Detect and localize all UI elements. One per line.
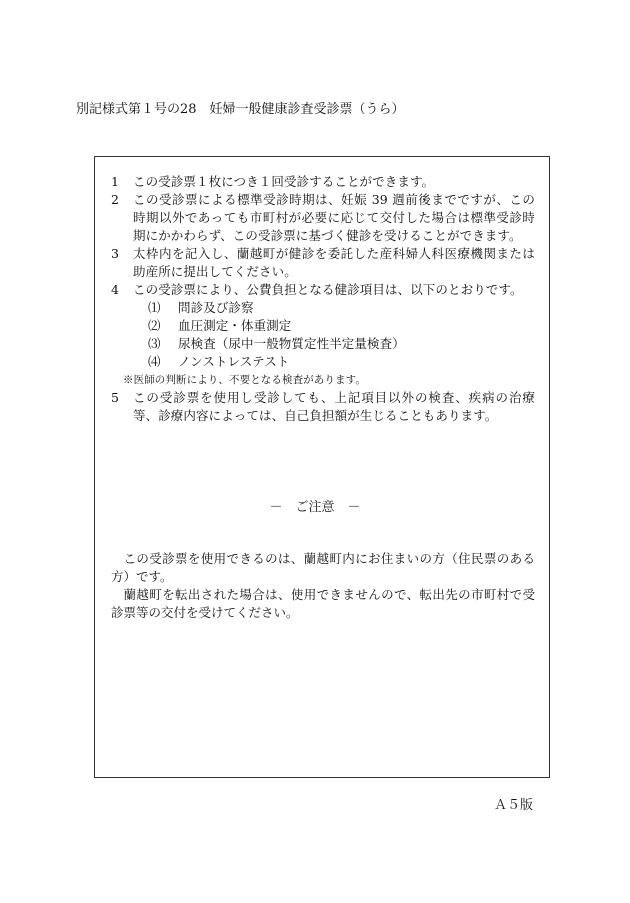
paper-size-label: Ａ５版 bbox=[493, 798, 533, 813]
item-number: 1 bbox=[111, 174, 120, 189]
sub-list-item bbox=[148, 353, 535, 371]
caution-heading: － ご注意 － bbox=[269, 500, 361, 515]
sub-item-number: ⑷ bbox=[148, 354, 161, 369]
sub-list-item bbox=[148, 335, 535, 353]
caution-paragraph: 蘭越町を転出された場合は、使用できませんので、転出先の市町村で受診票等の交付を受けてください。 bbox=[111, 587, 535, 620]
item-number: 2 bbox=[111, 192, 120, 207]
item-text: この受診票による標準受診時期は、妊娠 39 週前後までですが、この時期以外であっても市町村が必要に応じて交付した場合は標準受診時期にかかわらず、この受診票に基づく健診を受けることができます。 bbox=[133, 192, 535, 243]
sub-item-number: ⑶ bbox=[148, 336, 161, 351]
sub-item-number: ⑴ bbox=[148, 300, 161, 315]
sub-item-text: 血圧測定・体重測定 bbox=[178, 318, 292, 333]
sub-item-text: ノンストレステスト bbox=[178, 354, 290, 369]
list-item bbox=[111, 281, 535, 299]
sub-list-item bbox=[148, 299, 535, 317]
sub-item-text: 問診及び診察 bbox=[178, 300, 254, 315]
list-item bbox=[111, 191, 535, 245]
item-number: 4 bbox=[111, 282, 120, 297]
form-title: 別記様式第１号の28 妊婦一般健康診査受診票（うら） bbox=[76, 102, 405, 117]
item-text: 太枠内を記入し、蘭越町が健診を委託した産科婦人科医療機関または助産所に提出してください。 bbox=[133, 246, 535, 279]
sub-item-number: ⑵ bbox=[148, 318, 161, 333]
sub-list-item bbox=[148, 317, 535, 335]
caution-body bbox=[111, 550, 535, 622]
caution-paragraph: この受診票を使用できるのは、蘭越町内にお住まいの方（住民票のある方）です。 bbox=[111, 551, 535, 584]
item-number: 5 bbox=[111, 390, 120, 405]
item-text: この受診票１枚につき１回受診することができます。 bbox=[133, 174, 435, 189]
item-text: この受診票を使用し受診しても、上記項目以外の検査、疾病の治療等、診療内容によっては、自己負担額が生じることもあります。 bbox=[133, 390, 535, 423]
list-item bbox=[111, 389, 535, 425]
item-number: 3 bbox=[111, 246, 120, 261]
exam-items-list bbox=[148, 299, 535, 371]
list-item bbox=[111, 173, 535, 191]
item-text: この受診票により、公費負担となる健診項目は、以下のとおりです。 bbox=[133, 282, 523, 297]
doctor-note: ※医師の判断により、不要となる検査があります。 bbox=[123, 374, 366, 386]
instructions-list bbox=[111, 173, 535, 425]
sub-item-text: 尿検査（尿中一般物質定性半定量検査） bbox=[178, 336, 405, 351]
list-item bbox=[111, 245, 535, 281]
